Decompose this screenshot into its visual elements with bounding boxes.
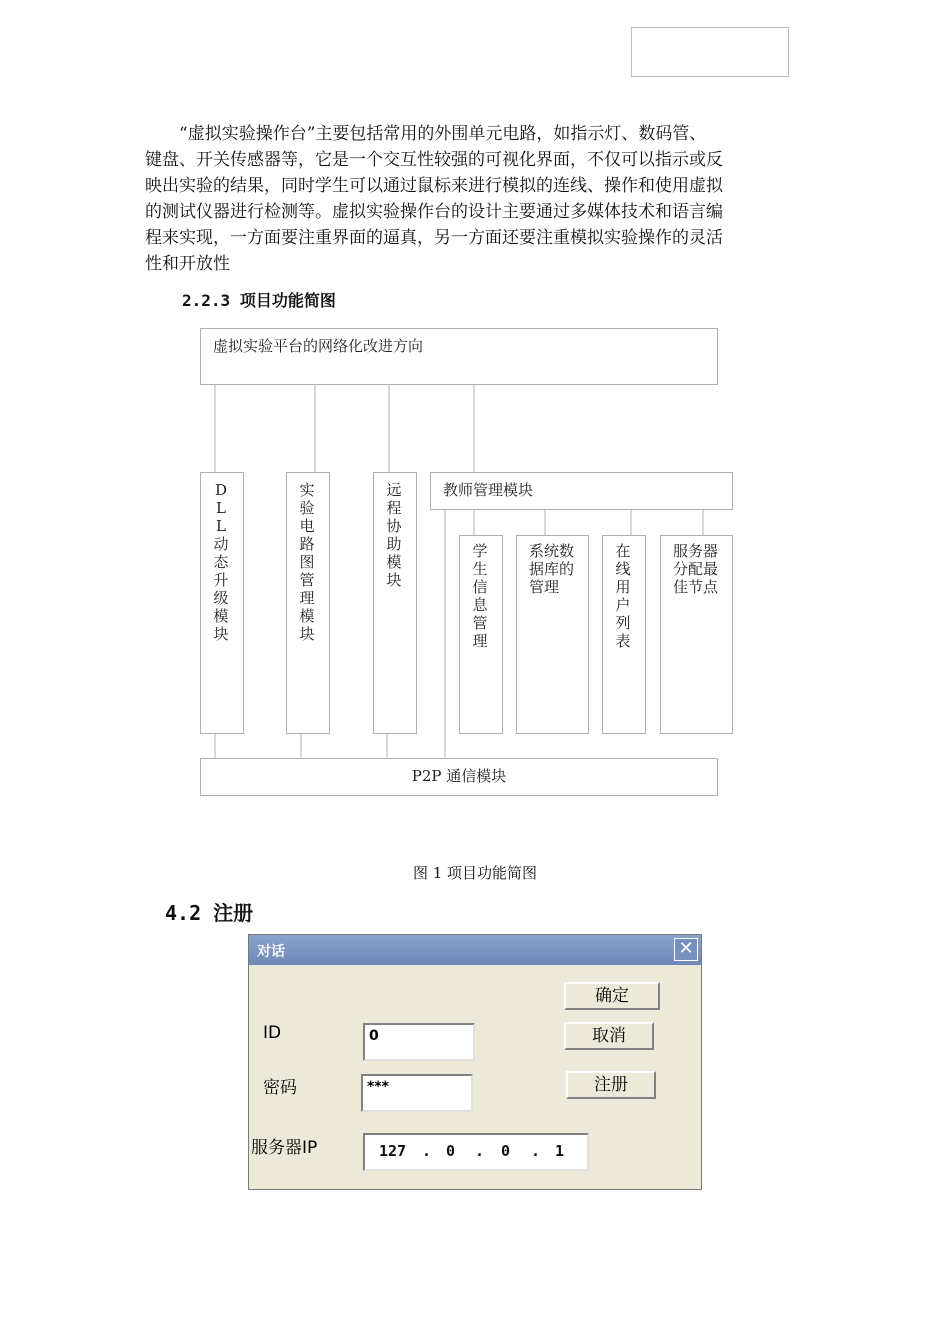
ip-dot: . [475,1142,485,1160]
diagram-teacher-label: 教师管理模块 [443,481,534,499]
diagram-teacher-box [430,472,733,510]
section-title: 项目功能简图 [239,291,336,310]
password-field[interactable]: *** [361,1074,473,1112]
diagram-circuit-label: 实验电路图管理模块 [299,481,315,643]
id-label: ID [263,1023,282,1043]
para-line: 键盘、开关传感器等，它是一个交互性较强的可视化界面，不仅可以指示或反 [145,150,723,170]
section-number: 2.2.3 [182,291,231,310]
diagram-top-label: 虚拟实验平台的网络化改进方向 [213,337,424,355]
diagram-remote-label: 远程协助模块 [386,481,402,589]
section-heading-4-2 [165,897,253,926]
ip-octet[interactable]: 0 [501,1142,511,1160]
section-number: 4.2 [165,901,202,925]
register-dialog [248,934,702,1190]
diagram-sysdb-label: 系统数据库的管理 [529,542,575,596]
section-heading-2-2-3 [182,288,336,311]
para-line: 程来实现，一方面要注重界面的逼真，另一方面还要注重模拟实验操作的灵活 [145,228,723,248]
section-title: 注册 [213,901,254,925]
server-ip-label: 服务器IP [251,1138,318,1158]
diagram-online-label: 在线用户列表 [615,542,631,650]
ip-octet[interactable]: 0 [446,1142,456,1160]
diagram-remote-box [373,472,417,734]
register-button[interactable]: 注册 [566,1071,656,1099]
dialog-title: 对话 [257,944,285,960]
diagram-online-box [602,535,646,734]
figure-caption: 图 1 项目功能简图 [412,864,538,882]
ip-dot: . [422,1142,432,1160]
password-label: 密码 [263,1078,297,1098]
diagram-server-box [660,535,733,734]
ip-dot: . [531,1142,541,1160]
para-line: 性和开放性 [145,254,230,274]
para-line: “虚拟实验操作台”主要包括常用的外围单元电路，如指示灯、数码管、 [179,124,707,144]
dialog-titlebar[interactable] [249,935,701,965]
diagram-top-box [200,328,718,385]
diagram-student-box [459,535,503,734]
diagram-p2p-label: P2P 通信模块 [411,767,507,785]
diagram-dll-box [200,472,244,734]
close-icon[interactable]: ✕ [674,938,698,961]
cancel-button[interactable]: 取消 [564,1022,654,1050]
diagram-circuit-box [286,472,330,734]
diagram-p2p-box [200,758,718,796]
server-ip-field[interactable] [363,1133,589,1171]
ok-button[interactable]: 确定 [564,982,660,1010]
para-line: 映出实验的结果，同时学生可以通过鼠标来进行模拟的连线、操作和使用虚拟 [145,176,723,196]
header-box [631,27,789,77]
ip-octet[interactable]: 127 [379,1142,407,1160]
id-field[interactable]: 0 [363,1023,475,1061]
diagram-student-label: 学生信息管理 [472,542,488,650]
diagram-sysdb-box [516,535,589,734]
ip-octet[interactable]: 1 [555,1142,565,1160]
diagram-dll-label: DLL动态升级模块 [213,481,229,643]
para-line: 的测试仪器进行检测等。虚拟实验操作台的设计主要通过多媒体技术和语言编 [145,202,723,222]
diagram-server-label: 服务器分配最佳节点 [673,542,719,596]
